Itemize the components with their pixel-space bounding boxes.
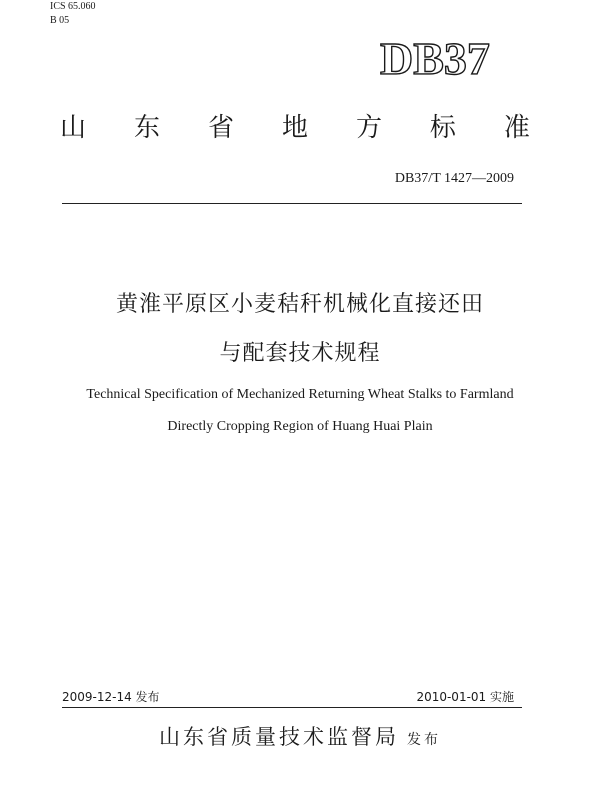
standard-code: DB37/T 1427—2009 bbox=[394, 171, 514, 186]
bottom-divider bbox=[62, 707, 522, 708]
standard-type-row bbox=[60, 113, 530, 143]
db37-logo-text: DB37 bbox=[380, 33, 490, 82]
title-cn-line2: 与配套技术规程 bbox=[219, 341, 381, 366]
title-en-line1: Technical Specification of Mechanized Returning Wheat Stalks to Farmland bbox=[86, 387, 514, 402]
standard-type-char: 省 bbox=[207, 113, 234, 143]
title-en-line2: Directly Cropping Region of Huang Huai Plain bbox=[167, 419, 433, 434]
classification-code: B 05 bbox=[50, 15, 70, 26]
publisher-name: 山东省质量技术监督局 bbox=[159, 725, 399, 749]
ics-code: ICS 65.060 bbox=[50, 1, 96, 12]
standard-type-char: 准 bbox=[503, 113, 530, 143]
db37-logo bbox=[378, 30, 538, 82]
publisher-suffix: 发布 bbox=[407, 732, 441, 748]
standard-type-char: 地 bbox=[281, 113, 308, 143]
top-divider bbox=[62, 203, 522, 204]
title-cn-line1: 黄淮平原区小麦秸秆机械化直接还田 bbox=[115, 292, 484, 317]
standard-type-char: 方 bbox=[355, 113, 382, 143]
publisher-line bbox=[0, 722, 600, 755]
implementation-date: 2010-01-01 实施 bbox=[416, 690, 514, 704]
issue-date: 2009-12-14 发布 bbox=[62, 690, 160, 704]
standard-type-char: 标 bbox=[429, 113, 456, 143]
standard-type-char: 山 bbox=[60, 113, 87, 143]
standard-type-char: 东 bbox=[133, 113, 160, 143]
